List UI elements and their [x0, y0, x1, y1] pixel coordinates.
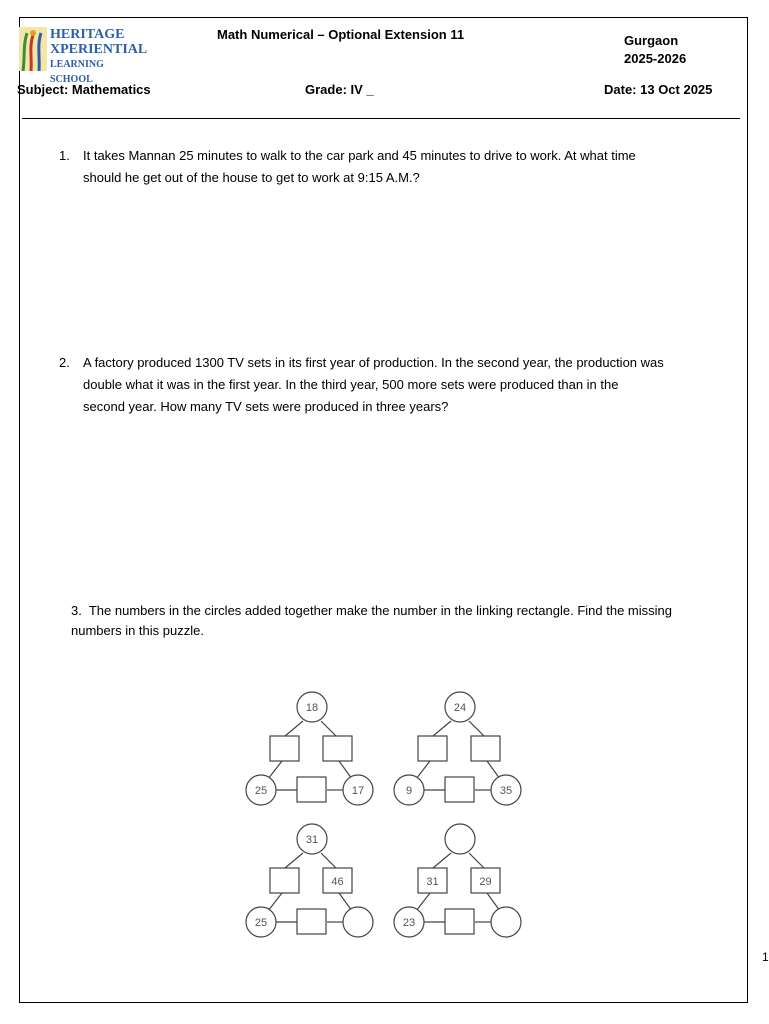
- number-puzzles: [230, 688, 540, 958]
- question-line: numbers in this puzzle.: [71, 623, 204, 638]
- question-line: should he get out of the house to get to work at 9:15 A.M.?: [83, 170, 420, 185]
- puzzle-connector: [416, 761, 430, 779]
- puzzle-triangle: [246, 824, 373, 937]
- puzzle-rectangle: [297, 909, 326, 934]
- page-number: 1: [762, 950, 769, 964]
- school-name: [50, 27, 149, 87]
- puzzle-circle-number: 25: [254, 785, 268, 797]
- grade-label: Grade: IV _: [305, 82, 374, 97]
- puzzle-circle-number: 17: [351, 785, 365, 797]
- school-name-line1: HERITAGE: [50, 27, 125, 42]
- puzzle-rectangle-number: 31: [426, 876, 439, 888]
- puzzle-rectangle: [471, 736, 500, 761]
- question-line: The numbers in the circles added together make the number in the linking rectangle. Find the missing: [88, 603, 672, 618]
- question-number: 2.: [59, 355, 70, 370]
- puzzle-connector: [285, 721, 303, 736]
- puzzle-circle: [343, 907, 373, 937]
- school-name-line3: LEARNING SCHOOL: [50, 59, 104, 85]
- puzzle-triangle: [246, 692, 373, 805]
- puzzle-rectangle: [445, 909, 474, 934]
- puzzle-connector: [487, 761, 500, 779]
- puzzle-circle-number: 23: [402, 917, 416, 929]
- puzzle-circle-number: 18: [305, 702, 319, 714]
- puzzle-rectangle: [270, 868, 299, 893]
- puzzle-circle-number: 35: [499, 785, 513, 797]
- worksheet-title: Math Numerical – Optional Extension 11: [217, 27, 465, 42]
- puzzle-connector: [487, 893, 500, 911]
- question-3: [71, 601, 731, 641]
- school-logo: [19, 27, 149, 85]
- question-number: 1.: [59, 148, 70, 163]
- question-number: 3.: [71, 603, 82, 618]
- puzzle-connector: [285, 853, 303, 868]
- puzzle-rectangle-number: 46: [331, 876, 344, 888]
- puzzle-connector: [433, 721, 451, 736]
- puzzle-connector: [321, 853, 336, 868]
- puzzle-connector: [268, 893, 282, 911]
- puzzle-rectangle: [418, 736, 447, 761]
- puzzle-circle-number: 31: [305, 834, 319, 846]
- puzzle-rectangle: [445, 777, 474, 802]
- puzzle-triangle: [394, 824, 521, 937]
- question-line: A factory produced 1300 TV sets in its first year of production. In the second year, the production was: [83, 355, 664, 370]
- puzzle-circle-number: 24: [453, 702, 467, 714]
- puzzle-circle: [491, 907, 521, 937]
- puzzle-circle: [445, 824, 475, 854]
- puzzle-rectangle: [270, 736, 299, 761]
- date-label: Date: 13 Oct 2025: [604, 82, 713, 97]
- school-name-line2: XPERIENTIAL: [50, 42, 148, 57]
- subject-label: Subject: Mathematics: [17, 82, 151, 97]
- puzzle-circle-number: 25: [254, 917, 268, 929]
- question-line: It takes Mannan 25 minutes to walk to the car park and 45 minutes to drive to work. At what time: [83, 148, 636, 163]
- puzzle-connector: [268, 761, 282, 779]
- academic-session: 2025-2026: [624, 51, 687, 66]
- question-line: double what it was in the first year. In the third year, 500 more sets were produced than in the: [83, 377, 619, 392]
- puzzle-connector: [416, 893, 430, 911]
- puzzle-rectangle-number: 29: [479, 876, 492, 888]
- puzzle-connector: [469, 721, 484, 736]
- puzzle-connector: [339, 893, 352, 911]
- school-city: Gurgaon: [624, 33, 679, 48]
- question-line: second year. How many TV sets were produced in three years?: [83, 399, 449, 414]
- puzzle-connector: [469, 853, 484, 868]
- puzzle-connector: [339, 761, 352, 779]
- puzzle-circle-number: 9: [405, 785, 413, 797]
- school-logo-icon: [19, 27, 47, 71]
- puzzle-triangle: [394, 692, 521, 805]
- header-divider: [22, 118, 740, 119]
- puzzle-rectangle: [323, 736, 352, 761]
- puzzle-connector: [321, 721, 336, 736]
- puzzle-rectangle: [297, 777, 326, 802]
- puzzle-connector: [433, 853, 451, 868]
